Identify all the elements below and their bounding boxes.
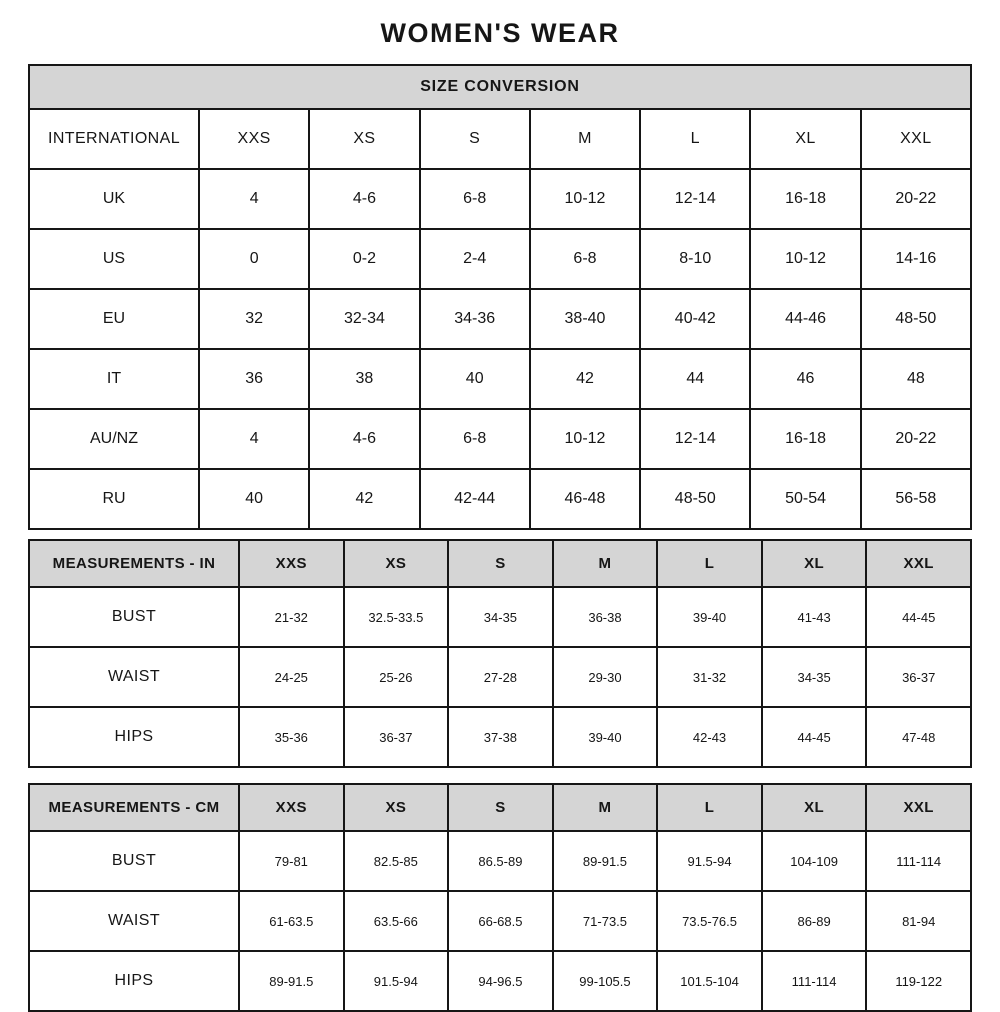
table-row [29, 289, 971, 349]
value-cell: 91.5-94 [344, 951, 449, 1011]
value-cell: 111-114 [866, 831, 971, 891]
table-row [29, 409, 971, 469]
row-label: EU [29, 289, 199, 349]
value-cell: 2-4 [420, 229, 530, 289]
value-cell: 63.5-66 [344, 891, 449, 951]
value-cell: 14-16 [861, 229, 971, 289]
table-header-row [29, 540, 971, 587]
header-cell: XL [762, 784, 867, 831]
header-cell: XXL [861, 109, 971, 169]
table-row [29, 891, 971, 951]
header-cell: MEASUREMENTS - IN [29, 540, 239, 587]
value-cell: 6-8 [420, 169, 530, 229]
value-cell: 34-35 [762, 647, 867, 707]
value-cell: 36-38 [553, 587, 658, 647]
value-cell: 36 [199, 349, 309, 409]
table-title-row [29, 65, 971, 109]
value-cell: 35-36 [239, 707, 344, 767]
value-cell: 82.5-85 [344, 831, 449, 891]
value-cell: 40 [199, 469, 309, 529]
row-label: AU/NZ [29, 409, 199, 469]
header-cell: S [448, 540, 553, 587]
value-cell: 32.5-33.5 [344, 587, 449, 647]
value-cell: 8-10 [640, 229, 750, 289]
value-cell: 10-12 [750, 229, 860, 289]
value-cell: 44-46 [750, 289, 860, 349]
value-cell: 36-37 [344, 707, 449, 767]
value-cell: 89-91.5 [239, 951, 344, 1011]
value-cell: 101.5-104 [657, 951, 762, 1011]
value-cell: 12-14 [640, 169, 750, 229]
value-cell: 16-18 [750, 169, 860, 229]
value-cell: 81-94 [866, 891, 971, 951]
value-cell: 6-8 [420, 409, 530, 469]
value-cell: 10-12 [530, 409, 640, 469]
value-cell: 4 [199, 409, 309, 469]
row-label: UK [29, 169, 199, 229]
table-row [29, 469, 971, 529]
header-cell: XL [750, 109, 860, 169]
table-row [29, 647, 971, 707]
table-row [29, 349, 971, 409]
header-cell: XL [762, 540, 867, 587]
value-cell: 71-73.5 [553, 891, 658, 951]
header-cell: MEASUREMENTS - CM [29, 784, 239, 831]
value-cell: 94-96.5 [448, 951, 553, 1011]
header-cell: M [553, 784, 658, 831]
header-cell: L [657, 784, 762, 831]
row-label: WAIST [29, 891, 239, 951]
value-cell: 42 [530, 349, 640, 409]
row-label: BUST [29, 587, 239, 647]
value-cell: 16-18 [750, 409, 860, 469]
value-cell: 32 [199, 289, 309, 349]
value-cell: 42 [309, 469, 419, 529]
value-cell: 48 [861, 349, 971, 409]
value-cell: 4-6 [309, 169, 419, 229]
size-conversion-table [28, 64, 972, 530]
value-cell: 38-40 [530, 289, 640, 349]
table-row [29, 707, 971, 767]
value-cell: 27-28 [448, 647, 553, 707]
value-cell: 86-89 [762, 891, 867, 951]
table-row [29, 169, 971, 229]
row-label: WAIST [29, 647, 239, 707]
value-cell: 10-12 [530, 169, 640, 229]
value-cell: 24-25 [239, 647, 344, 707]
header-cell: XS [309, 109, 419, 169]
header-cell: INTERNATIONAL [29, 109, 199, 169]
row-label: RU [29, 469, 199, 529]
value-cell: 42-44 [420, 469, 530, 529]
value-cell: 91.5-94 [657, 831, 762, 891]
header-cell: XXL [866, 540, 971, 587]
value-cell: 25-26 [344, 647, 449, 707]
table-row [29, 951, 971, 1011]
value-cell: 39-40 [553, 707, 658, 767]
header-cell: S [420, 109, 530, 169]
table-header-row [29, 109, 971, 169]
row-label: BUST [29, 831, 239, 891]
value-cell: 12-14 [640, 409, 750, 469]
value-cell: 34-35 [448, 587, 553, 647]
value-cell: 66-68.5 [448, 891, 553, 951]
header-cell: M [530, 109, 640, 169]
value-cell: 40 [420, 349, 530, 409]
value-cell: 36-37 [866, 647, 971, 707]
value-cell: 119-122 [866, 951, 971, 1011]
value-cell: 44-45 [762, 707, 867, 767]
value-cell: 32-34 [309, 289, 419, 349]
value-cell: 104-109 [762, 831, 867, 891]
value-cell: 0-2 [309, 229, 419, 289]
value-cell: 50-54 [750, 469, 860, 529]
header-cell: XXS [239, 784, 344, 831]
value-cell: 61-63.5 [239, 891, 344, 951]
value-cell: 79-81 [239, 831, 344, 891]
value-cell: 48-50 [640, 469, 750, 529]
value-cell: 20-22 [861, 169, 971, 229]
value-cell: 40-42 [640, 289, 750, 349]
value-cell: 42-43 [657, 707, 762, 767]
header-cell: XS [344, 784, 449, 831]
value-cell: 31-32 [657, 647, 762, 707]
value-cell: 56-58 [861, 469, 971, 529]
size-conversion-title: SIZE CONVERSION [29, 65, 971, 109]
value-cell: 21-32 [239, 587, 344, 647]
value-cell: 46-48 [530, 469, 640, 529]
header-cell: L [640, 109, 750, 169]
value-cell: 48-50 [861, 289, 971, 349]
header-cell: XXS [239, 540, 344, 587]
row-label: IT [29, 349, 199, 409]
value-cell: 4-6 [309, 409, 419, 469]
value-cell: 34-36 [420, 289, 530, 349]
header-cell: L [657, 540, 762, 587]
header-cell: XS [344, 540, 449, 587]
value-cell: 44 [640, 349, 750, 409]
value-cell: 86.5-89 [448, 831, 553, 891]
table-row [29, 587, 971, 647]
table-row [29, 229, 971, 289]
row-label: HIPS [29, 951, 239, 1011]
table-header-row [29, 784, 971, 831]
page-title: WOMEN'S WEAR [380, 18, 620, 48]
value-cell: 20-22 [861, 409, 971, 469]
value-cell: 89-91.5 [553, 831, 658, 891]
value-cell: 29-30 [553, 647, 658, 707]
value-cell: 37-38 [448, 707, 553, 767]
value-cell: 44-45 [866, 587, 971, 647]
row-label: US [29, 229, 199, 289]
value-cell: 46 [750, 349, 860, 409]
value-cell: 99-105.5 [553, 951, 658, 1011]
table-row [29, 831, 971, 891]
header-cell: M [553, 540, 658, 587]
header-cell: XXS [199, 109, 309, 169]
value-cell: 73.5-76.5 [657, 891, 762, 951]
value-cell: 41-43 [762, 587, 867, 647]
row-label: HIPS [29, 707, 239, 767]
header-cell: S [448, 784, 553, 831]
header-cell: XXL [866, 784, 971, 831]
value-cell: 38 [309, 349, 419, 409]
value-cell: 4 [199, 169, 309, 229]
value-cell: 47-48 [866, 707, 971, 767]
value-cell: 39-40 [657, 587, 762, 647]
value-cell: 111-114 [762, 951, 867, 1011]
value-cell: 0 [199, 229, 309, 289]
measurements-cm-table [28, 783, 972, 1012]
measurements-in-table [28, 539, 972, 768]
value-cell: 6-8 [530, 229, 640, 289]
